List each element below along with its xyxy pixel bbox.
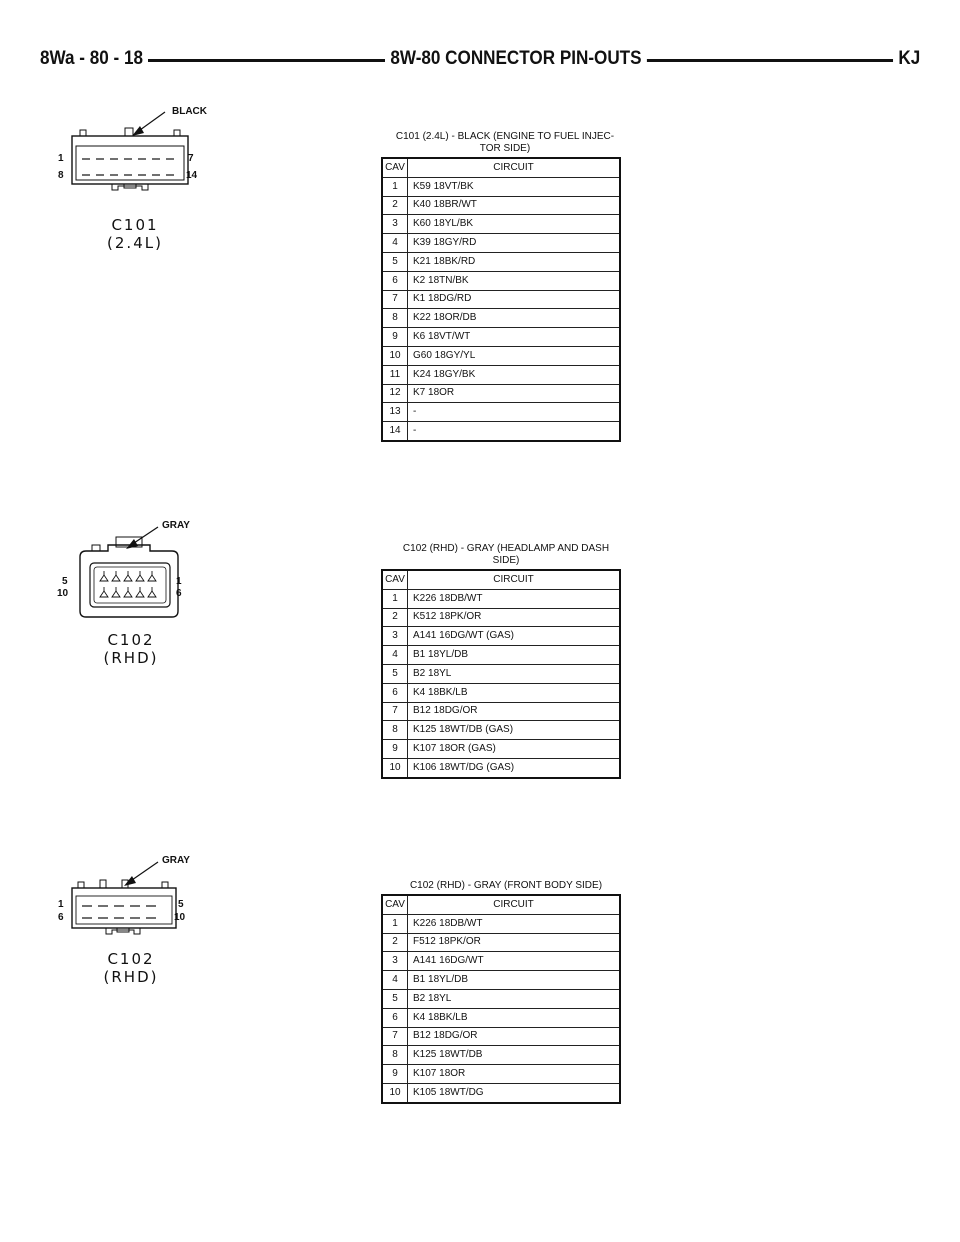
pinout-table-body — [382, 177, 620, 441]
pin-label-bottom-left: 6 — [58, 912, 64, 923]
pinout-table-body — [382, 589, 620, 777]
circuit-code: K105 18WT/DG — [408, 1083, 621, 1102]
column-header-cav: CAV — [382, 158, 408, 177]
pin-label-bottom-right: 10 — [174, 912, 186, 923]
table-row — [382, 346, 620, 365]
cavity-number: 3 — [382, 215, 408, 234]
cavity-number: 6 — [382, 271, 408, 290]
cavity-number: 11 — [382, 365, 408, 384]
circuit-code: K107 18OR — [408, 1065, 621, 1084]
column-header-circuit: CIRCUIT — [408, 895, 621, 914]
circuit-code: B1 18YL/DB — [408, 646, 621, 665]
cavity-number: 10 — [382, 758, 408, 777]
cavity-number: 6 — [382, 683, 408, 702]
circuit-code: K226 18DB/WT — [408, 914, 621, 933]
page-title: 8W-80 CONNECTOR PIN-OUTS — [385, 48, 647, 70]
circuit-code: F512 18PK/OR — [408, 933, 621, 952]
table-row — [382, 608, 620, 627]
cavity-number: 8 — [382, 1046, 408, 1065]
circuit-code: K4 18BK/LB — [408, 683, 621, 702]
connector-color-label: BLACK — [172, 106, 207, 117]
circuit-code: K24 18GY/BK — [408, 365, 621, 384]
cavity-number: 8 — [382, 721, 408, 740]
table-row — [382, 758, 620, 777]
table-row — [382, 271, 620, 290]
cavity-number: 1 — [382, 177, 408, 196]
table-row — [382, 740, 620, 759]
cavity-number: 4 — [382, 971, 408, 990]
circuit-code: K106 18WT/DG (GAS) — [408, 758, 621, 777]
table-row — [382, 422, 620, 441]
pinout-table-body — [382, 914, 620, 1102]
table-row — [382, 721, 620, 740]
connector-color-label: GRAY — [162, 855, 190, 866]
table-title-c102-dash: C102 (RHD) - GRAY (HEADLAMP AND DASH SIDE) — [402, 543, 610, 566]
cavity-number: 1 — [382, 914, 408, 933]
table-row — [382, 365, 620, 384]
connector-name-line1: C102 — [107, 950, 155, 968]
circuit-code: K59 18VT/BK — [408, 177, 621, 196]
table-row — [382, 664, 620, 683]
table-row — [382, 646, 620, 665]
cavity-number: 4 — [382, 234, 408, 253]
circuit-code: K2 18TN/BK — [408, 271, 621, 290]
table-row — [382, 952, 620, 971]
table-row — [382, 215, 620, 234]
table-row — [382, 933, 620, 952]
cavity-number: 2 — [382, 933, 408, 952]
table-row — [382, 384, 620, 403]
model-code: KJ — [893, 48, 920, 70]
cavity-number: 5 — [382, 664, 408, 683]
cavity-number: 7 — [382, 290, 408, 309]
cavity-number: 13 — [382, 403, 408, 422]
table-row — [382, 971, 620, 990]
pin-label-top-right: 1 — [176, 576, 182, 587]
table-row — [382, 1065, 620, 1084]
connector-name-line2: (2.4L) — [107, 234, 163, 252]
circuit-code: K512 18PK/OR — [408, 608, 621, 627]
circuit-code: K125 18WT/DB (GAS) — [408, 721, 621, 740]
pin-label-bottom-left: 8 — [58, 170, 64, 181]
circuit-code: K107 18OR (GAS) — [408, 740, 621, 759]
circuit-code: - — [408, 422, 621, 441]
table-header-row — [382, 570, 620, 589]
cavity-number: 10 — [382, 346, 408, 365]
connector-name-line2: (RHD) — [103, 649, 159, 667]
cavity-number: 3 — [382, 627, 408, 646]
cavity-number: 12 — [382, 384, 408, 403]
pin-label-top-left: 1 — [58, 153, 64, 164]
circuit-code: B2 18YL — [408, 989, 621, 1008]
column-header-circuit: CIRCUIT — [408, 158, 621, 177]
circuit-code: - — [408, 403, 621, 422]
table-row — [382, 627, 620, 646]
table-row — [382, 196, 620, 215]
page-header — [40, 42, 920, 74]
table-row — [382, 914, 620, 933]
cavity-number: 5 — [382, 989, 408, 1008]
table-row — [382, 309, 620, 328]
cavity-number: 6 — [382, 1008, 408, 1027]
cavity-number: 4 — [382, 646, 408, 665]
circuit-code: B1 18YL/DB — [408, 971, 621, 990]
circuit-code: K6 18VT/WT — [408, 328, 621, 347]
table-header-row — [382, 158, 620, 177]
connector-name — [76, 631, 186, 667]
circuit-code: K4 18BK/LB — [408, 1008, 621, 1027]
circuit-code: K39 18GY/RD — [408, 234, 621, 253]
table-row — [382, 177, 620, 196]
pin-label-bottom-left: 10 — [57, 588, 69, 599]
table-title-c102-body: C102 (RHD) - GRAY (FRONT BODY SIDE) — [409, 880, 603, 891]
cavity-number: 9 — [382, 1065, 408, 1084]
table-row — [382, 702, 620, 721]
table-row — [382, 1083, 620, 1102]
connector-name — [76, 950, 186, 986]
table-row — [382, 328, 620, 347]
connector-c101-diagram — [50, 100, 220, 260]
table-title-c101: C101 (2.4L) - BLACK (ENGINE TO FUEL INJEC- TOR SIDE) — [395, 131, 615, 154]
cavity-number: 7 — [382, 702, 408, 721]
pin-label-top-left: 1 — [58, 899, 64, 910]
circuit-code: A141 16DG/WT (GAS) — [408, 627, 621, 646]
circuit-code: K21 18BK/RD — [408, 252, 621, 271]
table-row — [382, 589, 620, 608]
connector-c102-dash-diagram — [50, 515, 220, 675]
cavity-number: 8 — [382, 309, 408, 328]
table-row — [382, 290, 620, 309]
cavity-number: 1 — [382, 589, 408, 608]
connector-name-line1: C102 — [107, 631, 155, 649]
pin-label-bottom-right: 6 — [176, 588, 182, 599]
connector-c102-body-diagram — [50, 852, 220, 992]
circuit-code: K22 18OR/DB — [408, 309, 621, 328]
circuit-code: K125 18WT/DB — [408, 1046, 621, 1065]
table-row — [382, 1046, 620, 1065]
circuit-code: G60 18GY/YL — [408, 346, 621, 365]
cavity-number: 9 — [382, 740, 408, 759]
circuit-code: K1 18DG/RD — [408, 290, 621, 309]
circuit-code: B2 18YL — [408, 664, 621, 683]
connector-c102-body-drawing — [50, 852, 220, 942]
connector-name-line1: C101 — [111, 216, 159, 234]
table-row — [382, 683, 620, 702]
cavity-number: 5 — [382, 252, 408, 271]
pin-label-top-left: 5 — [62, 576, 68, 587]
pinout-table-c101 — [381, 157, 621, 442]
circuit-code: B12 18DG/OR — [408, 1027, 621, 1046]
connector-color-label: GRAY — [162, 520, 190, 531]
table-row — [382, 234, 620, 253]
pin-label-bottom-right: 14 — [186, 170, 198, 181]
connector-c102-dash-drawing — [50, 515, 220, 625]
cavity-number: 2 — [382, 196, 408, 215]
cavity-number: 9 — [382, 328, 408, 347]
cavity-number: 7 — [382, 1027, 408, 1046]
circuit-code: B12 18DG/OR — [408, 702, 621, 721]
pin-label-top-right: 5 — [178, 899, 184, 910]
column-header-circuit: CIRCUIT — [408, 570, 621, 589]
pinout-table-c102-dash — [381, 569, 621, 779]
pinout-table-c102-body — [381, 894, 621, 1104]
cavity-number: 14 — [382, 422, 408, 441]
cavity-number: 10 — [382, 1083, 408, 1102]
cavity-number: 3 — [382, 952, 408, 971]
column-header-cav: CAV — [382, 570, 408, 589]
pin-label-top-right: 7 — [188, 153, 194, 164]
circuit-code: A141 16DG/WT — [408, 952, 621, 971]
table-row — [382, 403, 620, 422]
connector-name-line2: (RHD) — [103, 968, 159, 986]
circuit-code: K60 18YL/BK — [408, 215, 621, 234]
table-row — [382, 252, 620, 271]
table-row — [382, 1008, 620, 1027]
cavity-number: 2 — [382, 608, 408, 627]
circuit-code: K7 18OR — [408, 384, 621, 403]
column-header-cav: CAV — [382, 895, 408, 914]
table-row — [382, 1027, 620, 1046]
circuit-code: K226 18DB/WT — [408, 589, 621, 608]
page-number: 8Wa - 80 - 18 — [40, 48, 148, 70]
connector-name — [80, 216, 190, 252]
table-row — [382, 989, 620, 1008]
table-header-row — [382, 895, 620, 914]
circuit-code: K40 18BR/WT — [408, 196, 621, 215]
